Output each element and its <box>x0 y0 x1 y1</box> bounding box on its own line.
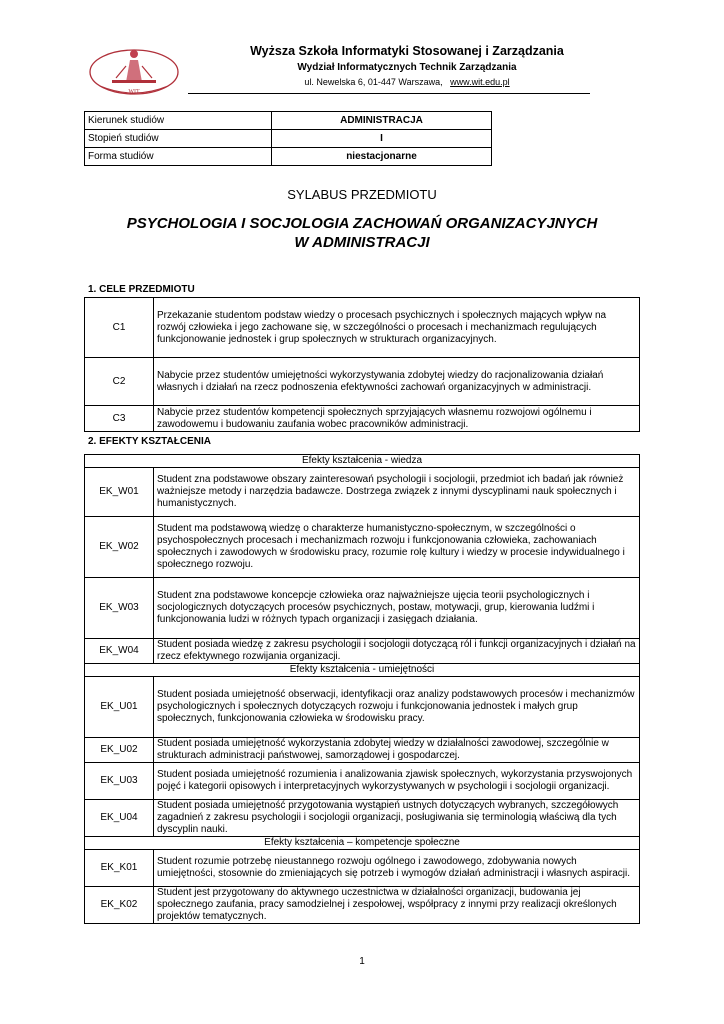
address-line <box>184 77 630 87</box>
effect-text: Student posiada umiejętność rozumienia i analizowania zjawisk społecznych, wykorzystania przyswojonych pojęć i kategorii opisowych i interpretacyjnych wykorzystywanych w psychologii i socjologii organizacji. <box>154 763 640 800</box>
table-row <box>85 677 640 738</box>
table-row <box>85 130 492 148</box>
effect-text: Student zna podstawowe obszary zainteresowań psychologii i socjologii, przedmiot ich badań jak również ważniejsze metody i narzędzia badawcze. Dostrzega związek z innymi dyscyplinami nauk społecznych i humanistycznych. <box>154 468 640 517</box>
skills-header: Efekty kształcenia - umiejętności <box>85 664 640 677</box>
page-number: 1 <box>359 956 365 967</box>
table-row <box>85 468 640 517</box>
table-row <box>85 837 640 850</box>
section2-title: 2. EFEKTY KSZTAŁCENIA <box>88 436 211 447</box>
logo-text: WIT <box>128 89 140 95</box>
social-header: Efekty kształcenia – kompetencje społeczne <box>85 837 640 850</box>
effect-code: EK_U02 <box>85 738 154 763</box>
goal-text: Przekazanie studentom podstaw wiedzy o procesach psychicznych i społecznych mających wpływ na rozwój człowieka i jego zachowane się, w szczególności o procesach i mechanizmach regulujących funkcjonowanie jednostek i grup społecznych w strukturach organizacyjnych. <box>154 298 640 358</box>
goal-code: C3 <box>85 406 154 432</box>
goal-code: C1 <box>85 298 154 358</box>
table-row <box>85 358 640 406</box>
table-row <box>85 763 640 800</box>
knowledge-header: Efekty kształcenia - wiedza <box>85 455 640 468</box>
effect-text: Student posiada umiejętność przygotowania wystąpień ustnych dotyczących wybranych, szczegółowych zagadnień z zakresu psychologii i socjologii organizacji, posługiwania się terminologią właściwą dla tych dyscyplin nauki. <box>154 800 640 837</box>
effect-code: EK_W01 <box>85 468 154 517</box>
subject-title-line1: PSYCHOLOGIA I SOCJOLOGIA ZACHOWAŃ ORGANIZACYJNYCH <box>126 215 598 232</box>
info-label: Stopień studiów <box>85 130 272 148</box>
table-row <box>85 406 640 432</box>
info-value: I <box>272 130 492 148</box>
table-row <box>85 517 640 578</box>
effect-text: Student ma podstawową wiedzę o charakterze humanistyczno-społecznym, w szczególności o psychospołecznych procesach i mechanizmach rozwoju i funkcjonowania człowieka, zachowaniach społecznych i zawodowych w środowisku pracy, rozumie rolę kultury i wiedzy w procesie indywidualnego i społecznego rozwoju. <box>154 517 640 578</box>
table-row <box>85 148 492 166</box>
goal-text: Nabycie przez studentów kompetencji społecznych sprzyjających własnemu rozwojowi ogólnemu i zawodowemu i budowaniu zaufania wobec pracowników administracji. <box>154 406 640 432</box>
goal-text: Nabycie przez studentów umiejętności wykorzystywania zdobytej wiedzy do racjonalizowania działań własnych i działań na rzecz podnoszenia efektywności zachowań organizacyjnych w administracji. <box>154 358 640 406</box>
syllabus-label: SYLABUS PRZEDMIOTU <box>287 187 437 202</box>
table-row <box>85 850 640 887</box>
effect-text: Student zna podstawowe koncepcje człowieka oraz najważniejsze ujęcia teorii psychologicznych i socjologicznych dotyczących procesów psychicznych, postaw, motywacji, grup, kierowania ludźmi i funkcjonowania ludzi w różnych typach organizacji i zasięgach działania. <box>154 578 640 639</box>
effect-text: Student posiada umiejętność wykorzystania zdobytej wiedzy w działalności zawodowej, szczególnie w strukturach administracji państwowej, samorządowej i gospodarczej. <box>154 738 640 763</box>
table-row <box>85 639 640 664</box>
effect-code: EK_K01 <box>85 850 154 887</box>
effect-text: Student rozumie potrzebę nieustannego rozwoju ogólnego i zawodowego, zdobywania nowych umiejętności, stosownie do zmieniających się potrzeb i wymogów działań administracji i własnych aspiracji. <box>154 850 640 887</box>
section1-title: 1. CELE PRZEDMIOTU <box>88 284 195 295</box>
info-label: Forma studiów <box>85 148 272 166</box>
effects-table <box>84 454 640 924</box>
website-link[interactable]: www.wit.edu.pl <box>450 77 510 87</box>
address: ul. Newelska 6, 01-447 Warszawa, <box>304 77 443 87</box>
subject-title-line2: W ADMINISTRACJI <box>294 234 430 251</box>
goals-table <box>84 297 640 432</box>
study-info-table <box>84 111 492 166</box>
effect-code: EK_W04 <box>85 639 154 664</box>
school-logo <box>86 42 182 98</box>
info-label: Kierunek studiów <box>85 112 272 130</box>
table-row <box>85 112 492 130</box>
header-rule <box>188 93 590 94</box>
table-row <box>85 664 640 677</box>
info-value: ADMINISTRACJA <box>272 112 492 130</box>
table-row <box>85 298 640 358</box>
table-row <box>85 738 640 763</box>
school-name: Wyższa Szkoła Informatyki Stosowanej i Zarządzania <box>250 44 564 58</box>
table-row <box>85 455 640 468</box>
effect-text: Student posiada wiedzę z zakresu psychologii i socjologii dotyczącą ról i funkcji organizacyjnych i działań na rzecz efektywnego rozwijania organizacji. <box>154 639 640 664</box>
effect-code: EK_U03 <box>85 763 154 800</box>
effect-code: EK_K02 <box>85 887 154 924</box>
subject-title <box>0 214 724 252</box>
effect-code: EK_U04 <box>85 800 154 837</box>
effect-text: Student posiada umiejętność obserwacji, identyfikacji oraz analizy podstawowych procesów i mechanizmów psychologicznych i społecznych dotyczących rozwoju i funkcjonowania jednostek i małych grup społecznych, funkcjonowania człowieka w środowisku pracy. <box>154 677 640 738</box>
goal-code: C2 <box>85 358 154 406</box>
faculty-name: Wydział Informatycznych Technik Zarządzania <box>297 62 517 73</box>
effect-text: Student jest przygotowany do aktywnego uczestnictwa w działalności organizacji, budowania jej społecznego zaufania, pracy samodzielnej i zespołowej, współpracy z innymi przy realizacji określonych projektów tematycznych. <box>154 887 640 924</box>
table-row <box>85 578 640 639</box>
effect-code: EK_U01 <box>85 677 154 738</box>
info-value: niestacjonarne <box>272 148 492 166</box>
table-row <box>85 800 640 837</box>
effect-code: EK_W02 <box>85 517 154 578</box>
table-row <box>85 887 640 924</box>
effect-code: EK_W03 <box>85 578 154 639</box>
